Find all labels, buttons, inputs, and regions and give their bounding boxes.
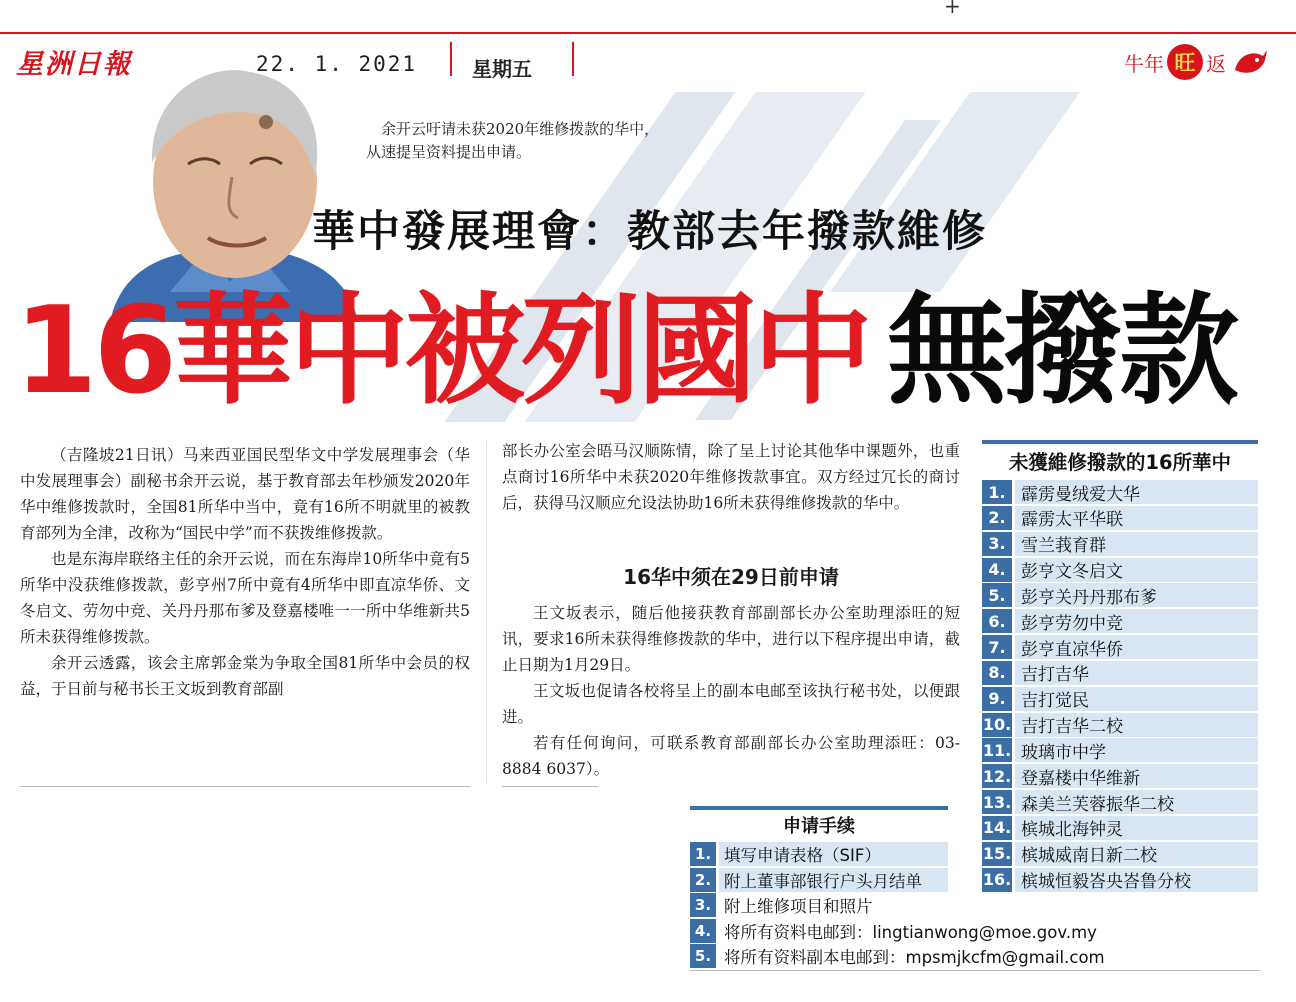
school-name: 吉打吉华 — [1015, 661, 1258, 685]
item-number: 5. — [982, 583, 1012, 607]
column-end-rule — [502, 786, 598, 787]
paragraph: 也是东海岸联络主任的余开云说，而在东海岸10所华中竟有5所华中没获维修拨款，彭亨州7所中竟有4所华中即直凉华侨、文冬启文、劳勿中竞、关丹丹那布爹及登嘉楼唯一一所中华维新共5所未获得维修拨款。 — [20, 550, 470, 646]
item-number: 3. — [982, 532, 1012, 556]
caption-line: 从速提呈资料提出申请。 — [366, 143, 532, 161]
step-text: 附上董事部银行户头月结单 — [719, 868, 948, 892]
crop-mark: + — [944, 0, 961, 18]
list-item — [982, 558, 1258, 582]
list-item — [982, 687, 1258, 711]
item-number: 4. — [982, 558, 1012, 582]
school-name: 霹雳太平华联 — [1015, 506, 1258, 530]
list-item — [982, 816, 1258, 840]
schools-list-title: 未獲維修撥款的16所華中 — [982, 440, 1258, 478]
item-number: 11. — [982, 738, 1012, 762]
step-text: 填写申请表格（SIF） — [719, 842, 948, 866]
header-rule — [0, 32, 1296, 34]
paragraph: 王文坂也促请各校将呈上的副本电邮至该执行秘书处，以便跟进。 — [502, 682, 960, 726]
column-divider — [486, 442, 487, 782]
paragraph: 若有任何询问，可联系教育部副部长办公室助理添旺：03-8884 6037）。 — [502, 734, 960, 778]
step-number: 4. — [690, 919, 716, 943]
divider — [572, 42, 574, 76]
column-end-rule — [20, 786, 470, 787]
school-name: 雪兰莪育群 — [1015, 532, 1258, 556]
item-number: 9. — [982, 687, 1012, 711]
photo-caption — [366, 118, 659, 164]
procedure-title: 申请手续 — [783, 816, 855, 837]
schools-list — [982, 480, 1258, 894]
school-name: 彭亨直凉华侨 — [1015, 635, 1258, 659]
school-name: 彭亨文冬启文 — [1015, 558, 1258, 582]
kicker-headline: 華中發展理會：教部去年撥款維修 — [312, 207, 987, 257]
school-name: 登嘉楼中华维新 — [1015, 764, 1258, 788]
issue-date: 22. 1. 2021 — [256, 52, 418, 76]
paragraph: （吉隆坡21日讯）马来西亚国民型华文中学发展理事会（华中发展理事会）副秘书余开云说，基于教育部去年杪颁发2020年华中维修拨款时，全国81所华中当中，竟有16所不明就里的被教育部列为全津，改称为“国民中学”而不获拨维修拨款。 — [20, 446, 470, 542]
list-item — [982, 609, 1258, 633]
school-name: 槟城北海钟灵 — [1015, 816, 1258, 840]
list-item — [982, 738, 1258, 762]
list-item — [690, 944, 1260, 968]
cny-text-right: 返 — [1206, 51, 1226, 76]
list-item — [982, 480, 1258, 504]
list-item — [982, 506, 1258, 530]
ox-icon — [1229, 44, 1265, 80]
procedure-list — [690, 842, 1260, 970]
item-number: 8. — [982, 661, 1012, 685]
step-number: 5. — [690, 944, 716, 968]
school-name: 森美兰芙蓉振华二校 — [1015, 790, 1258, 814]
item-number: 2. — [982, 506, 1012, 530]
list-item — [690, 893, 1260, 917]
paragraph: 部长办公室会晤马汉顺陈情，除了呈上讨论其他华中课题外，也重点商讨16所华中未获2020年维修拨款事宜。双方经过冗长的商讨后，获得马汉顺应允设法协助16所未获得维修拨款的华中。 — [502, 442, 960, 512]
procedure-rule — [690, 806, 948, 810]
step-number: 1. — [690, 842, 716, 866]
list-item — [982, 790, 1258, 814]
article-column-1 — [20, 442, 470, 702]
step-number: 3. — [690, 893, 716, 917]
list-item — [982, 661, 1258, 685]
school-name: 槟城威南日新二校 — [1015, 842, 1258, 866]
cny-text-left: 牛年 — [1124, 51, 1164, 76]
caption-line: 余开云吁请未获2020年维修拨款的华中， — [381, 120, 660, 138]
divider — [450, 42, 452, 76]
list-item — [982, 635, 1258, 659]
procedure-end-rule — [690, 970, 1260, 971]
issue-weekday: 星期五 — [472, 57, 532, 81]
school-name: 彭亨关丹丹那布爹 — [1015, 583, 1258, 607]
school-name: 槟城恒毅峇央峇鲁分校 — [1015, 868, 1258, 892]
list-item — [982, 532, 1258, 556]
article-column-2 — [502, 600, 960, 782]
item-number: 10. — [982, 713, 1012, 737]
list-item — [690, 842, 1260, 866]
paragraph: 王文坂表示，随后他接获教育部副部长办公室助理添旺的短讯，要求16所未获得维修拨款的华中，进行以下程序提出申请，截止日期为1月29日。 — [502, 604, 960, 674]
item-number: 12. — [982, 764, 1012, 788]
list-item — [982, 713, 1258, 737]
school-name: 吉打觉民 — [1015, 687, 1258, 711]
list-item — [982, 764, 1258, 788]
cny-banner — [1124, 44, 1265, 80]
article-column-2-top — [502, 438, 960, 516]
main-headline — [14, 282, 1235, 422]
school-name: 玻璃市中学 — [1015, 738, 1258, 762]
school-name: 吉打吉华二校 — [1015, 713, 1258, 737]
list-item — [690, 868, 1260, 892]
paragraph: 余开云透露，该会主席郭金棠为争取全国81所华中会员的权益，于日前与秘书长王文坂到教育部副 — [20, 654, 470, 698]
item-number: 13. — [982, 790, 1012, 814]
list-item — [982, 583, 1258, 607]
item-number: 6. — [982, 609, 1012, 633]
item-number: 16. — [982, 868, 1012, 892]
step-text: 将所有资料电邮到：lingtianwong@moe.gov.my — [719, 919, 1252, 943]
cny-disc: 旺 — [1167, 44, 1203, 80]
item-number: 7. — [982, 635, 1012, 659]
item-number: 1. — [982, 480, 1012, 504]
main-headline-red: 16華中被列國中 — [14, 282, 869, 421]
item-number: 14. — [982, 816, 1012, 840]
masthead-logo: 星洲日報 — [16, 49, 132, 80]
step-text: 附上维修项目和照片 — [719, 893, 948, 917]
item-number: 15. — [982, 842, 1012, 866]
school-name: 霹雳曼绒爱大华 — [1015, 480, 1258, 504]
step-text: 将所有资料副本电邮到：mpsmjkcfm@gmail.com — [719, 944, 1252, 968]
list-item — [690, 919, 1260, 943]
school-name: 彭亨劳勿中竞 — [1015, 609, 1258, 633]
step-number: 2. — [690, 868, 716, 892]
main-headline-black: 無撥款 — [887, 282, 1235, 421]
sub-headline: 16华中须在29日前申请 — [623, 565, 839, 589]
